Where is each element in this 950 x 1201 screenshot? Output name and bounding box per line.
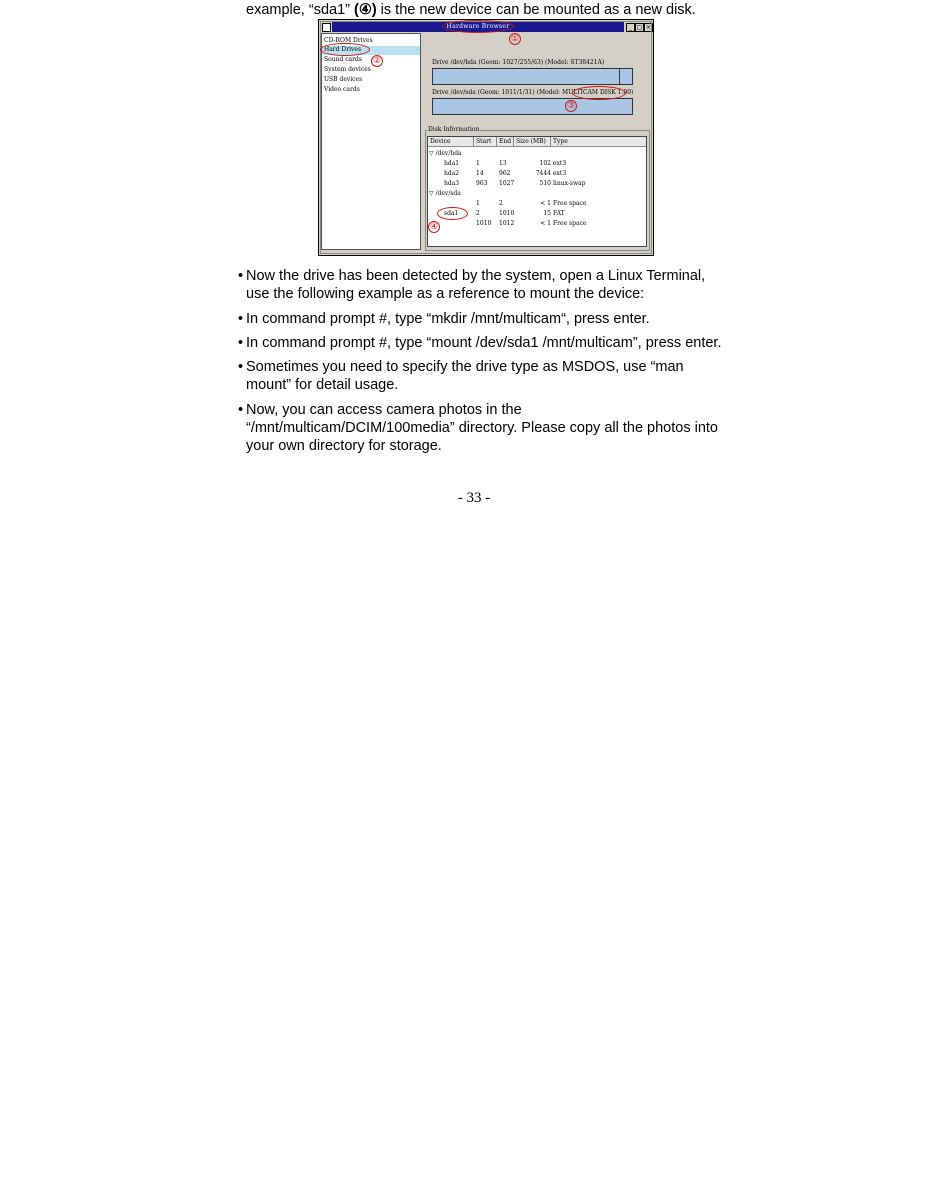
cell-device: hda1 <box>444 160 460 167</box>
bullet-text: In command prompt #, type “mount /dev/sda1 /mnt/multicam”, press enter. <box>246 335 722 351</box>
intro-before: example, “sda1” <box>246 2 354 18</box>
header-type: Type <box>553 138 568 145</box>
drive-sda-bar <box>432 98 633 115</box>
annotation-number-2: ② <box>372 56 382 66</box>
annotation-ellipse-sda1 <box>437 207 468 220</box>
cell-type: ext3 <box>553 170 567 177</box>
cell-start: 2 <box>476 210 480 217</box>
cell-end: 2 <box>499 200 503 207</box>
bullet-marker: • <box>238 311 244 327</box>
cell-type: linux-swap <box>553 180 586 187</box>
bullet-marker: • <box>238 335 244 351</box>
category-usb: USB devices <box>324 76 363 83</box>
intro-text <box>246 1 696 19</box>
cell-start: 963 <box>476 180 488 187</box>
cell-start: 1 <box>476 200 480 207</box>
cell-end: 1027 <box>499 180 515 187</box>
page-number: - 33 - <box>457 490 491 506</box>
row-dev-sda: ▽ /dev/sda <box>429 190 461 197</box>
row-dev-hda: ▽ /dev/hda <box>429 150 462 157</box>
cell-device: hda3 <box>444 180 460 187</box>
cell-size: < 1 <box>540 220 551 227</box>
bullet-item <box>238 267 728 303</box>
cell-size: < 1 <box>540 200 551 207</box>
cell-end: 1010 <box>499 210 515 217</box>
header-start: Start <box>474 137 497 147</box>
cell-start: 14 <box>476 170 484 177</box>
drive-sda-label: Drive /dev/sda (Geom: 1011/1/31) (Model: MULTICAM DISK 1.00) <box>432 89 634 96</box>
category-video: Video cards <box>324 86 360 93</box>
cell-device: sda1 <box>444 210 459 217</box>
annotation-number-3: ③ <box>566 101 576 111</box>
bullet-marker: • <box>238 359 244 375</box>
cell-end: 13 <box>499 160 507 167</box>
minimize-icon: _ <box>626 23 635 32</box>
category-hard-drives: Hard Drives <box>322 46 420 55</box>
intro-after: is the new device can be mounted as a new disk. <box>376 2 696 18</box>
intro-marker: (④) <box>354 2 377 18</box>
header-end: End <box>497 137 514 147</box>
annotation-number-4: ④ <box>429 222 439 232</box>
bullet-item <box>238 310 728 328</box>
window-title: Hardware Browser <box>446 23 510 30</box>
cell-start: 1010 <box>476 220 492 227</box>
cell-size: 102 <box>539 160 551 167</box>
cell-type: Free space <box>553 200 587 207</box>
bullet-text: Sometimes you need to specify the drive type as MSDOS, use “man mount” for detail usage. <box>246 359 684 393</box>
annotation-ellipse-hard-drives <box>320 43 370 56</box>
bullet-item <box>238 334 728 352</box>
bullet-text: Now, you can access camera photos in the “/mnt/multicam/DCIM/100media” directory. Please copy all the photos into your own directory for storage. <box>246 402 718 454</box>
drive-hda-bar <box>432 68 620 85</box>
bullet-text: Now the drive has been detected by the system, open a Linux Terminal, use the following example as a reference to mount the device: <box>246 268 706 302</box>
system-menu-icon <box>322 23 331 32</box>
drive-hda-bar-end <box>619 68 633 85</box>
disk-information-label: Disk Information <box>428 126 480 133</box>
category-sound: Sound cards <box>324 56 362 63</box>
bullet-marker: • <box>238 402 244 418</box>
cell-size: 510 <box>539 180 551 187</box>
drive-hda-label: Drive /dev/hda (Geom: 1027/255/63) (Model: ST38421A) <box>432 59 605 66</box>
bullet-item <box>238 358 728 394</box>
annotation-number-1: ① <box>510 34 520 44</box>
annotation-ellipse-title <box>442 20 514 33</box>
maximize-icon: □ <box>636 24 643 31</box>
category-cdrom: CD-ROM Drives <box>324 37 373 44</box>
cell-type: ext3 <box>553 160 567 167</box>
disk-table-header <box>428 137 646 147</box>
bullet-text: In command prompt #, type “mkdir /mnt/multicam“, press enter. <box>246 311 650 327</box>
header-size: Size (MB) <box>514 137 551 147</box>
cell-type: FAT <box>553 210 565 217</box>
cell-type: Free space <box>553 220 587 227</box>
cell-size: 7444 <box>535 170 551 177</box>
cell-device: hda2 <box>444 170 460 177</box>
header-device: Device <box>428 137 474 147</box>
cell-size: 15 <box>543 210 551 217</box>
cell-start: 1 <box>476 160 480 167</box>
cell-end: 1012 <box>499 220 515 227</box>
cell-end: 962 <box>499 170 511 177</box>
bullet-marker: • <box>238 268 244 284</box>
category-system: System devices <box>324 66 371 73</box>
annotation-ellipse-model <box>572 86 626 100</box>
device-category-list <box>321 33 421 250</box>
close-icon: × <box>645 24 652 31</box>
bullet-item <box>238 401 728 455</box>
